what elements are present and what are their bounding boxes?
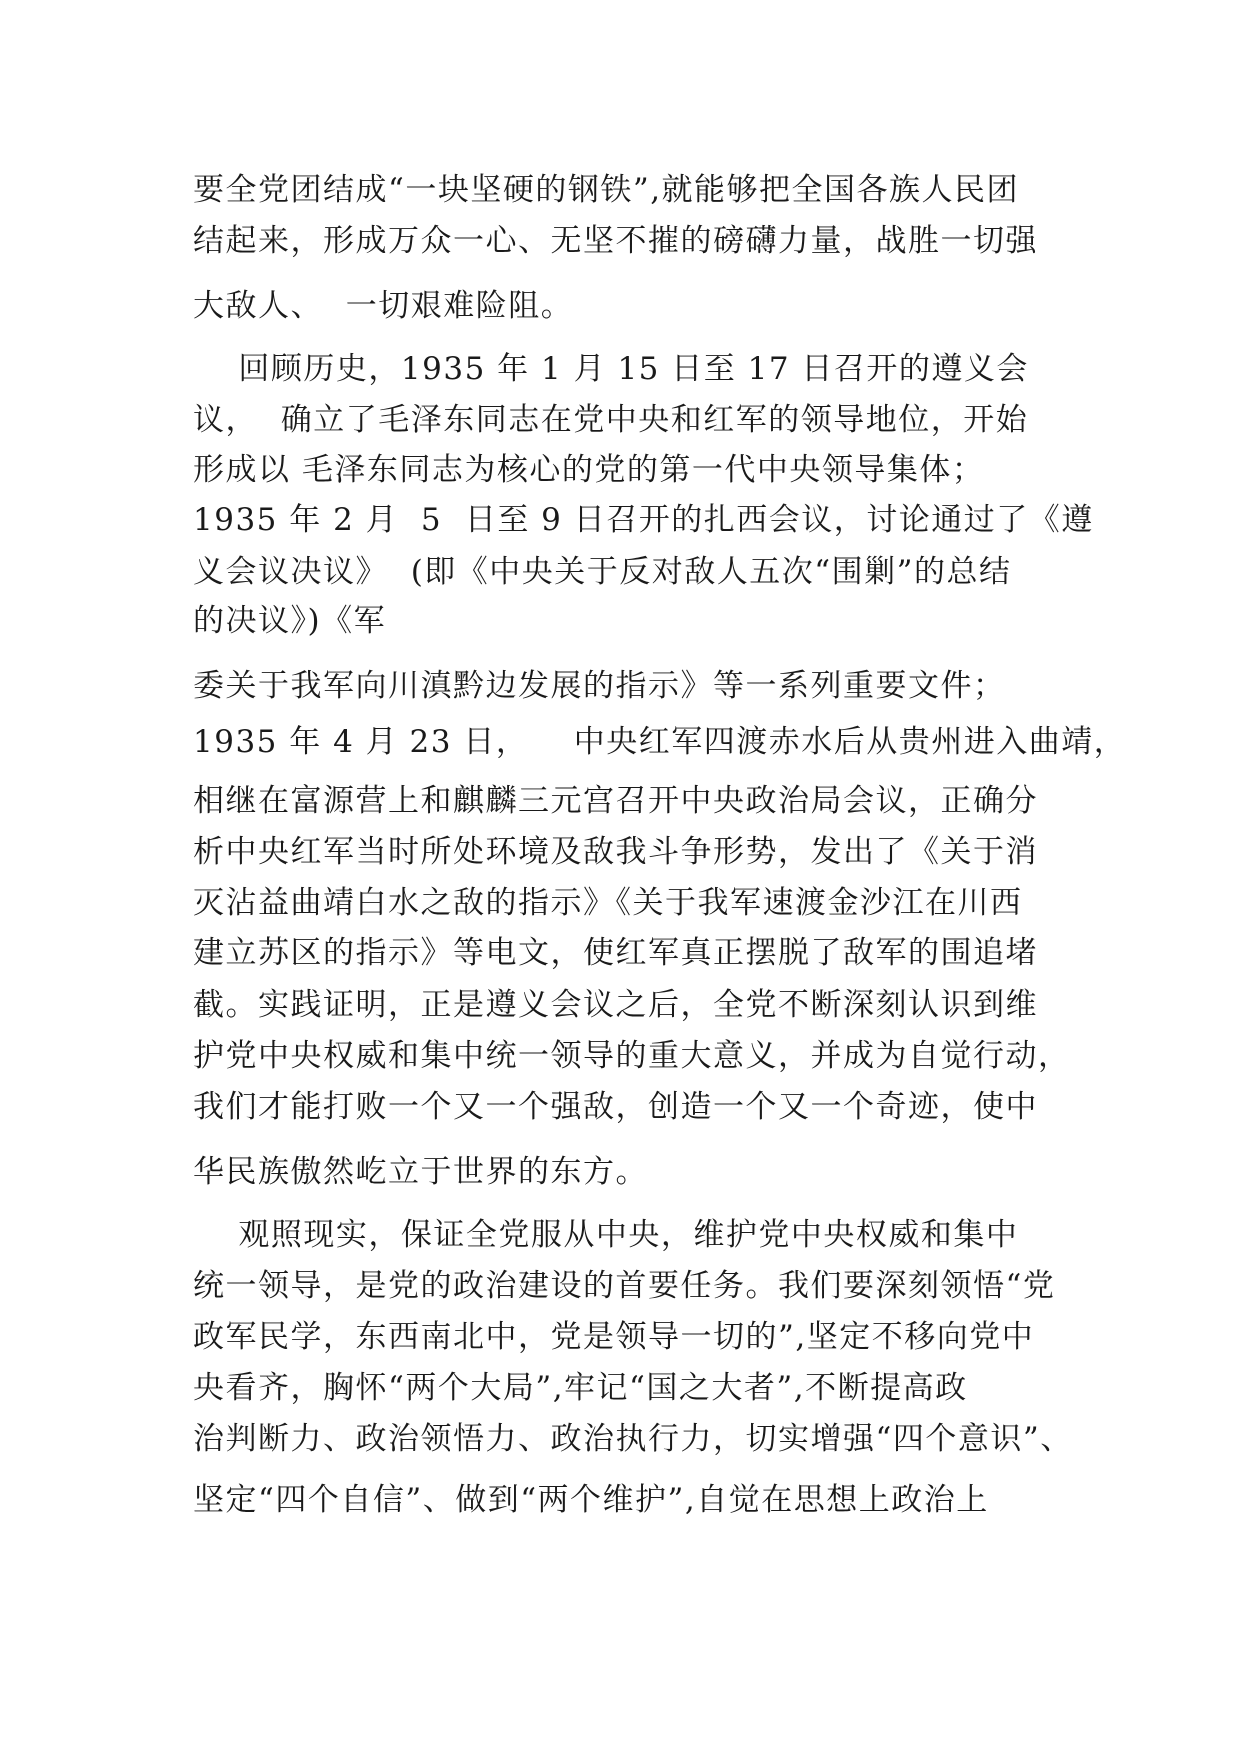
text-line: 1935 年 4 月 23 日， 中央红军四渡赤水后从贵州进入曲靖， <box>193 724 1127 760</box>
text-line: 议， 确立了毛泽东同志在党中央和红军的领导地位，开始 <box>193 402 1029 438</box>
text-line: 坚定“四个自信”、做到“两个维护”,自觉在思想上政治上 <box>193 1482 989 1518</box>
text-line: 灭沾益曲靖白水之敌的指示》《关于我军速渡金沙江在川西 <box>193 885 1023 921</box>
text-line: 政军民学，东西南北中，党是领导一切的”,坚定不移向党中 <box>193 1319 1035 1355</box>
text-line: 结起来，形成万众一心、无坚不摧的磅礴力量，战胜一切强 <box>193 223 1038 259</box>
text-line: 观照现实，保证全党服从中央，维护党中央权威和集中 <box>193 1217 1019 1253</box>
text-line: 要全党团结成“一块坚硬的钢铁”,就能够把全国各族人民团 <box>193 172 1020 208</box>
text-line: 护党中央权威和集中统一领导的重大意义，并成为自觉行动， <box>193 1038 1071 1074</box>
text-line: 治判断力、政治领悟力、政治执行力，切实增强“四个意识”、 <box>193 1421 1073 1457</box>
text-line: 央看齐，胸怀“两个大局”,牢记“国之大者”,不断提高政 <box>193 1370 968 1406</box>
text-line: 义会议决议》 (即《中央关于反对敌人五次“围剿”的总结 <box>193 554 1012 590</box>
text-line: 回顾历史，1935 年 1 月 15 日至 17 日召开的遵义会 <box>193 351 1029 387</box>
text-line: 委关于我军向川滇黔边发展的指示》等一系列重要文件； <box>193 668 1006 704</box>
text-line: 形成以 毛泽东同志为核心的党的第一代中央领导集体； <box>193 452 985 488</box>
text-line: 析中央红军当时所处环境及敌我斗争形势，发出了《关于消 <box>193 834 1038 870</box>
text-line: 建立苏区的指示》等电文，使红军真正摆脱了敌军的围追堵 <box>193 935 1038 971</box>
text-line: 统一领导，是党的政治建设的首要任务。我们要深刻领悟“党 <box>193 1268 1056 1304</box>
text-line: 相继在富源营上和麒麟三元宫召开中央政治局会议，正确分 <box>193 783 1038 819</box>
text-line: 大敌人、 一切艰难险阻。 <box>193 288 574 324</box>
text-line: 华民族傲然屹立于世界的东方。 <box>193 1154 648 1190</box>
text-line: 截。实践证明，正是遵义会议之后，全党不断深刻认识到维 <box>193 987 1038 1023</box>
text-line: 的决议》)《军 <box>193 603 387 639</box>
text-line: 1935 年 2 月 5 日至 9 日召开的扎西会议，讨论通过了《遵 <box>193 502 1094 538</box>
text-line: 我们才能打败一个又一个强敌，创造一个又一个奇迹，使中 <box>193 1089 1038 1125</box>
